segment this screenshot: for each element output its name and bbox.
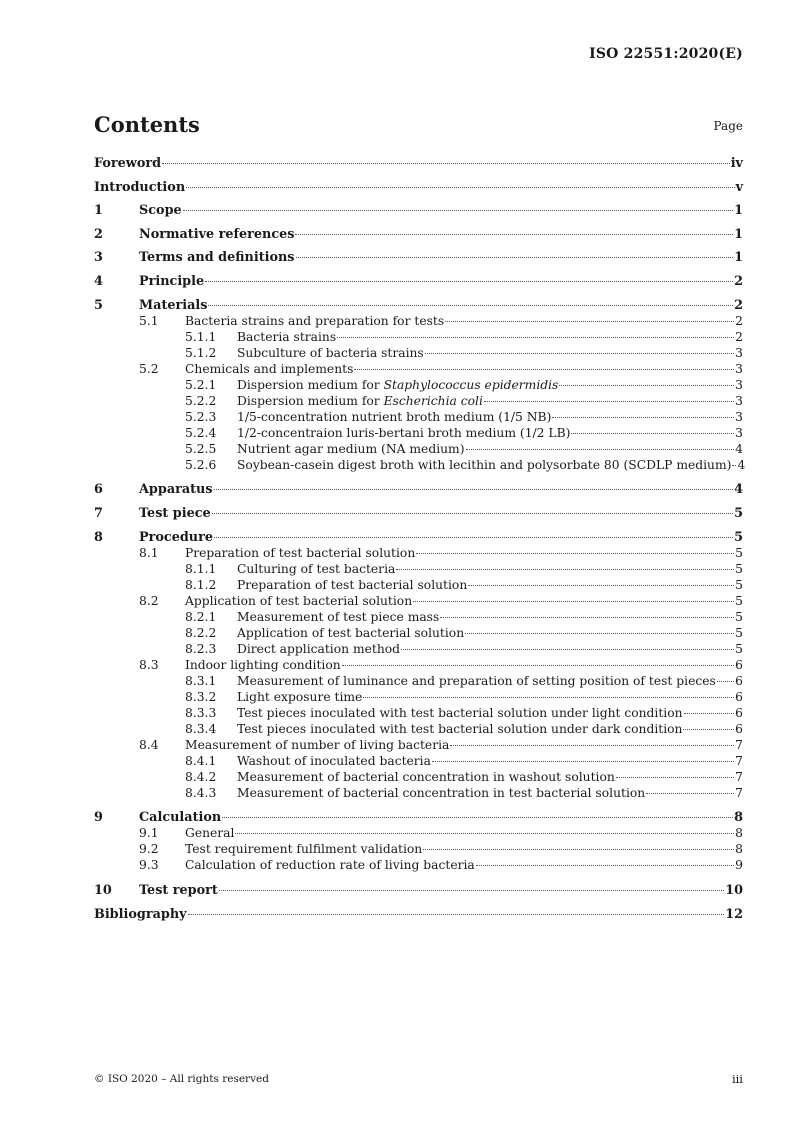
toc-entry-title-text: Application of test bacterial solution [185,593,413,608]
toc-entry-number: 9.3 [139,858,159,873]
toc-entry-page: iv [730,156,743,171]
toc-entry-page: 2 [734,274,743,289]
dot-leader [295,233,733,235]
dot-leader [401,648,734,650]
toc-entry-title [237,377,558,393]
toc-entry-title [237,393,483,409]
toc-entry-title [237,345,424,361]
toc-entry-number: 5.2.5 [185,441,217,456]
toc-entry-page: 8 [735,842,743,857]
toc-entry-title [94,906,187,924]
dot-leader [219,889,724,891]
toc-entry-number: 5.2.1 [185,377,217,392]
toc-entry-title [185,361,353,377]
toc-entry-title [139,202,182,220]
dot-leader [683,728,734,730]
toc-entry-number: 5.2.4 [185,425,217,440]
toc-entry-title [139,481,213,499]
toc-entry[interactable] [94,441,743,457]
dot-leader [432,760,734,762]
footer-copyright: © ISO 2020 – All rights reserved [94,1073,269,1085]
toc-entry[interactable] [94,882,743,906]
toc-entry-title-text: Test pieces inoculated with test bacterial solution under light condition [237,705,683,720]
toc-entry-page: 1 [734,203,743,219]
page-column-label: Page [713,119,743,133]
toc-entry-page: 6 [735,721,743,736]
toc-entry-title-text: 1/2-concentraion luris-bertani broth medium (1/2 LB) [237,425,571,440]
toc-entry-title [237,329,336,345]
toc-entry[interactable] [94,825,743,841]
dot-leader [559,384,734,386]
toc-entry-title [237,785,645,801]
toc-entry-number: 5.1 [139,313,159,328]
toc-entry-page: 2 [735,313,743,328]
toc-entry-title [139,882,218,900]
toc-entry-title-text: Bacteria strains [237,329,337,344]
toc-entry-title-text: Procedure [139,529,213,545]
toc-entry-page: 5 [735,625,743,640]
toc-entry-title [185,313,444,329]
toc-entry-title-text: General [185,826,235,841]
toc-entry-title [237,753,431,769]
toc-entry[interactable] [94,593,743,609]
toc-entry[interactable] [94,393,743,409]
toc-entry-title [237,457,731,473]
toc-entry-number: 1 [94,203,103,219]
toc-entry-page: 1 [734,226,743,242]
toc-entry[interactable] [94,657,743,673]
dot-leader [684,712,735,714]
toc-entry-number: 10 [94,882,112,898]
toc-entry-title-text: Test report [139,882,218,898]
toc-entry-page: 6 [735,673,743,688]
toc-entry-title [139,273,204,291]
toc-entry[interactable] [94,377,743,393]
toc-entry-title-text: Nutrient agar medium (NA medium) [237,441,465,456]
dot-leader [208,304,733,306]
dot-leader [214,488,734,490]
toc-entry-page: 7 [735,785,743,800]
toc-entry-number: 5.2.2 [185,393,217,408]
toc-entry-page: 5 [734,529,743,545]
toc-entry-number: 7 [94,505,103,521]
toc-entry[interactable] [94,313,743,329]
dot-leader [354,368,734,370]
toc-entry[interactable] [94,673,743,689]
toc-entry-title-italic: Escherichia coli [383,393,483,408]
toc-entry-page: 7 [735,737,743,752]
toc-entry-title-text: Terms and definitions [139,250,295,266]
toc-entry-number: 3 [94,250,103,266]
toc-entry-page: 3 [735,377,743,392]
toc-entry[interactable] [94,505,743,529]
toc-entry-title [139,226,294,244]
toc-entry[interactable] [94,577,743,593]
toc-entry-number: 8.2.1 [185,609,217,624]
toc-entry-number: 2 [94,226,103,242]
toc-entry-page: 8 [735,826,743,841]
dot-leader [468,584,734,586]
toc-entry-title-text: Normative references [139,226,295,242]
toc-entry-number: 9.1 [139,826,159,841]
toc-entry-title-italic: Staphylococcus epidermidis [383,377,559,392]
dot-leader [646,792,734,794]
toc-entry-title [94,179,185,197]
toc-entry-page: 7 [735,769,743,784]
toc-entry-title-text: Preparation of test bacterial solution [185,545,416,560]
toc-entry-title-text: Apparatus [139,482,213,498]
toc-entry[interactable] [94,361,743,377]
toc-entry-title-text: Bibliography [94,906,187,922]
toc-entry-page: v [735,179,743,195]
toc-entry-page: 5 [735,609,743,624]
toc-entry-number: 5.2.6 [185,457,217,472]
toc-entry-title-text: Test pieces inoculated with test bacterial solution under dark condition [237,721,683,736]
dot-leader [466,448,735,450]
toc-entry-number: 9.2 [139,842,159,857]
toc-entry[interactable] [94,705,743,721]
toc-entry-page: 9 [735,858,743,873]
toc-entry-number: 8.1.1 [185,561,217,576]
toc-entry-number: 8.3.1 [185,673,217,688]
toc-entry-title [139,249,295,267]
toc-entry-number: 5.2 [139,361,159,376]
toc-entry-page: 3 [735,409,743,424]
toc-entry-number: 8.4 [139,737,159,752]
toc-entry-page: 5 [735,577,743,592]
toc-entry[interactable] [94,155,743,179]
toc-entry-title [185,593,412,609]
toc-entry-title-text: Preparation of test bacterial solution [237,577,468,592]
toc-entry-page: 5 [734,505,743,521]
toc-entry-title [185,737,449,753]
dot-leader [423,848,734,850]
toc-entry-number: 8.3 [139,657,159,672]
toc-entry-title-text: Calculation of reduction rate of living bacteria [185,858,475,873]
toc-entry[interactable] [94,345,743,361]
contents-title: Contents [94,112,200,137]
toc-entry-number: 8.3.4 [185,721,217,736]
toc-entry-number: 8.2.2 [185,625,217,640]
toc-entry-number: 6 [94,482,103,498]
toc-entry-page: 5 [735,561,743,576]
toc-entry-number: 8.2 [139,593,159,608]
dot-leader [296,256,734,258]
toc-entry-page: 2 [735,329,743,344]
toc-entry[interactable] [94,737,743,753]
toc-entry-title-text: Washout of inoculated bacteria [237,753,431,768]
toc-entry-title-text: Measurement of test piece mass [237,609,440,624]
toc-entry-title-text: Introduction [94,179,186,195]
toc-entry[interactable] [94,481,743,505]
toc-entry[interactable] [94,202,743,226]
dot-leader [616,776,734,778]
toc-entry-title-text: Bacteria strains and preparation for tests [185,313,445,328]
toc-entry-title-text: Application of test bacterial solution [237,625,465,640]
dot-leader [337,336,734,338]
toc-entry-title [237,625,464,641]
dot-leader [222,816,733,818]
toc-entry[interactable] [94,179,743,203]
toc-entry-page: 5 [735,545,743,560]
toc-entry-title [185,857,475,873]
toc-entry[interactable] [94,226,743,250]
toc-entry-title-text: Measurement of bacterial concentration in test bacterial solution [237,785,646,800]
toc-entry[interactable] [94,457,746,473]
toc-entry[interactable] [94,721,743,737]
toc-entry[interactable] [94,329,743,345]
dot-leader [717,680,734,682]
toc-entry[interactable] [94,906,743,930]
toc-entry-title [237,609,439,625]
toc-entry-page: 6 [735,657,743,672]
toc-entry-title-text: Subculture of bacteria strains [237,345,424,360]
dot-leader [465,632,734,634]
toc-entry-page: 5 [735,593,743,608]
toc-entry-page: 1 [734,250,743,266]
dot-leader [235,832,734,834]
toc-entry-number: 4 [94,274,103,289]
dot-leader [183,209,733,211]
toc-entry[interactable] [94,689,743,705]
toc-entry-title [237,441,465,457]
toc-entry-page: 6 [735,689,743,704]
dot-leader [396,568,734,570]
toc-entry-title [237,425,570,441]
toc-entry-page: 8 [734,810,743,826]
toc-entry-page: 5 [735,641,743,656]
dot-leader [205,280,733,282]
toc-entry[interactable] [94,425,743,441]
toc-entry-number: 5.1.2 [185,345,217,360]
toc-entry-title-text: Indoor lighting condition [185,657,341,672]
toc-entry-page: 6 [735,705,743,720]
toc-entry-number: 8.3.2 [185,689,217,704]
toc-entry-page: 3 [735,393,743,408]
toc-entry-page: 4 [737,457,746,472]
toc-entry-title [237,641,400,657]
toc-entry-title [237,689,362,705]
footer-page-number: iii [731,1072,743,1086]
dot-leader [571,432,734,434]
toc-entry-page: 3 [735,425,743,440]
toc-entry-title-text: Principle [139,274,205,289]
toc-entry[interactable] [94,409,743,425]
dot-leader [440,616,734,618]
dot-leader [186,186,734,188]
dot-leader [416,552,734,554]
dot-leader [476,864,734,866]
toc-entry-number: 8.1.2 [185,577,217,592]
toc-entry-title-text: Chemicals and implements [185,361,354,376]
toc-entry-page: 4 [735,441,743,456]
toc-entry-title [237,577,467,593]
toc-entry-title-text: Measurement of bacterial concentration in washout solution [237,769,615,784]
toc-entry-page: 3 [735,345,743,360]
toc-entry[interactable] [94,561,743,577]
toc-entry-title-text: Culturing of test bacteria [237,561,396,576]
toc-entry-number: 8.4.2 [185,769,217,784]
dot-leader [214,536,733,538]
dot-leader [342,664,734,666]
toc-entry-title [237,769,615,785]
toc-entry-page: 3 [735,361,743,376]
toc-entry[interactable] [94,273,743,297]
dot-leader [363,696,734,698]
toc-entry-number: 8 [94,529,103,545]
toc-entry-title [237,705,683,721]
toc-entry-title [185,657,341,673]
toc-entry-number: 5.1.1 [185,329,217,344]
dot-leader [445,320,734,322]
toc-entry-number: 9 [94,810,103,826]
toc-entry-title-text: Materials [139,297,208,313]
dot-leader [212,512,733,514]
toc-entry[interactable] [94,609,743,625]
dot-leader [732,464,736,466]
toc-entry-title [185,841,422,857]
toc-entry-title-text: Scope [139,203,182,219]
toc-entry-page: 4 [734,482,743,498]
toc-entry-title-text: Foreword [94,156,162,171]
toc-entry-page: 10 [725,882,743,898]
toc-entry-title-text: Measurement of luminance and preparation of setting position of test pieces [237,673,716,688]
toc-entry-number: 8.2.3 [185,641,217,656]
toc-entry-title-text: Dispersion medium for [237,393,384,408]
toc-entry-page: 7 [735,753,743,768]
toc-entry-title [185,825,234,841]
toc-entry-title [237,673,716,689]
toc-entry-title-text: Soybean-casein digest broth with lecithin and polysorbate 80 (SCDLP medium) [237,457,732,472]
toc-entry-title-text: Measurement of number of living bacteria [185,737,450,752]
dot-leader [188,913,725,915]
toc-entry-title-text: Direct application method [237,641,401,656]
toc-entry-page: 12 [725,906,743,922]
toc-entry-number: 8.1 [139,545,159,560]
toc-entry[interactable] [94,841,743,857]
toc-entry-title [237,561,395,577]
toc-entry-title-text: Test piece [139,505,211,521]
toc-entry-title [237,721,682,737]
toc-entry-title [139,505,211,523]
toc-entry-title [94,155,161,173]
toc-entry[interactable] [94,545,743,561]
toc-entry[interactable] [94,753,743,769]
toc-entry-title-text: 1/5-concentration nutrient broth medium (1/5 NB) [237,409,552,424]
document-id: ISO 22551:2020(E) [589,46,743,62]
toc-entry[interactable] [94,857,743,873]
toc-entry[interactable] [94,641,743,657]
toc-entry-number: 8.4.3 [185,785,217,800]
dot-leader [425,352,734,354]
toc-entry-title-text: Calculation [139,810,222,826]
toc-entry-title [237,409,551,425]
dot-leader [552,416,734,418]
toc-entry[interactable] [94,249,743,273]
toc-entry-number: 8.4.1 [185,753,217,768]
dot-leader [162,162,730,164]
toc-entry-title-text: Light exposure time [237,689,363,704]
toc-entry-title-text: Dispersion medium for [237,377,384,392]
toc-entry[interactable] [94,785,743,801]
toc-entry-page: 2 [734,297,743,313]
dot-leader [450,744,734,746]
toc-entry[interactable] [94,769,743,785]
dot-leader [484,400,734,402]
toc-entry-title-text: Test requirement fulfilment validation [185,842,423,857]
toc-entry-number: 5 [94,297,103,313]
toc-entry[interactable] [94,625,743,641]
toc-entry-title [185,545,415,561]
toc-entry-number: 5.2.3 [185,409,217,424]
dot-leader [413,600,734,602]
toc-entry-number: 8.3.3 [185,705,217,720]
